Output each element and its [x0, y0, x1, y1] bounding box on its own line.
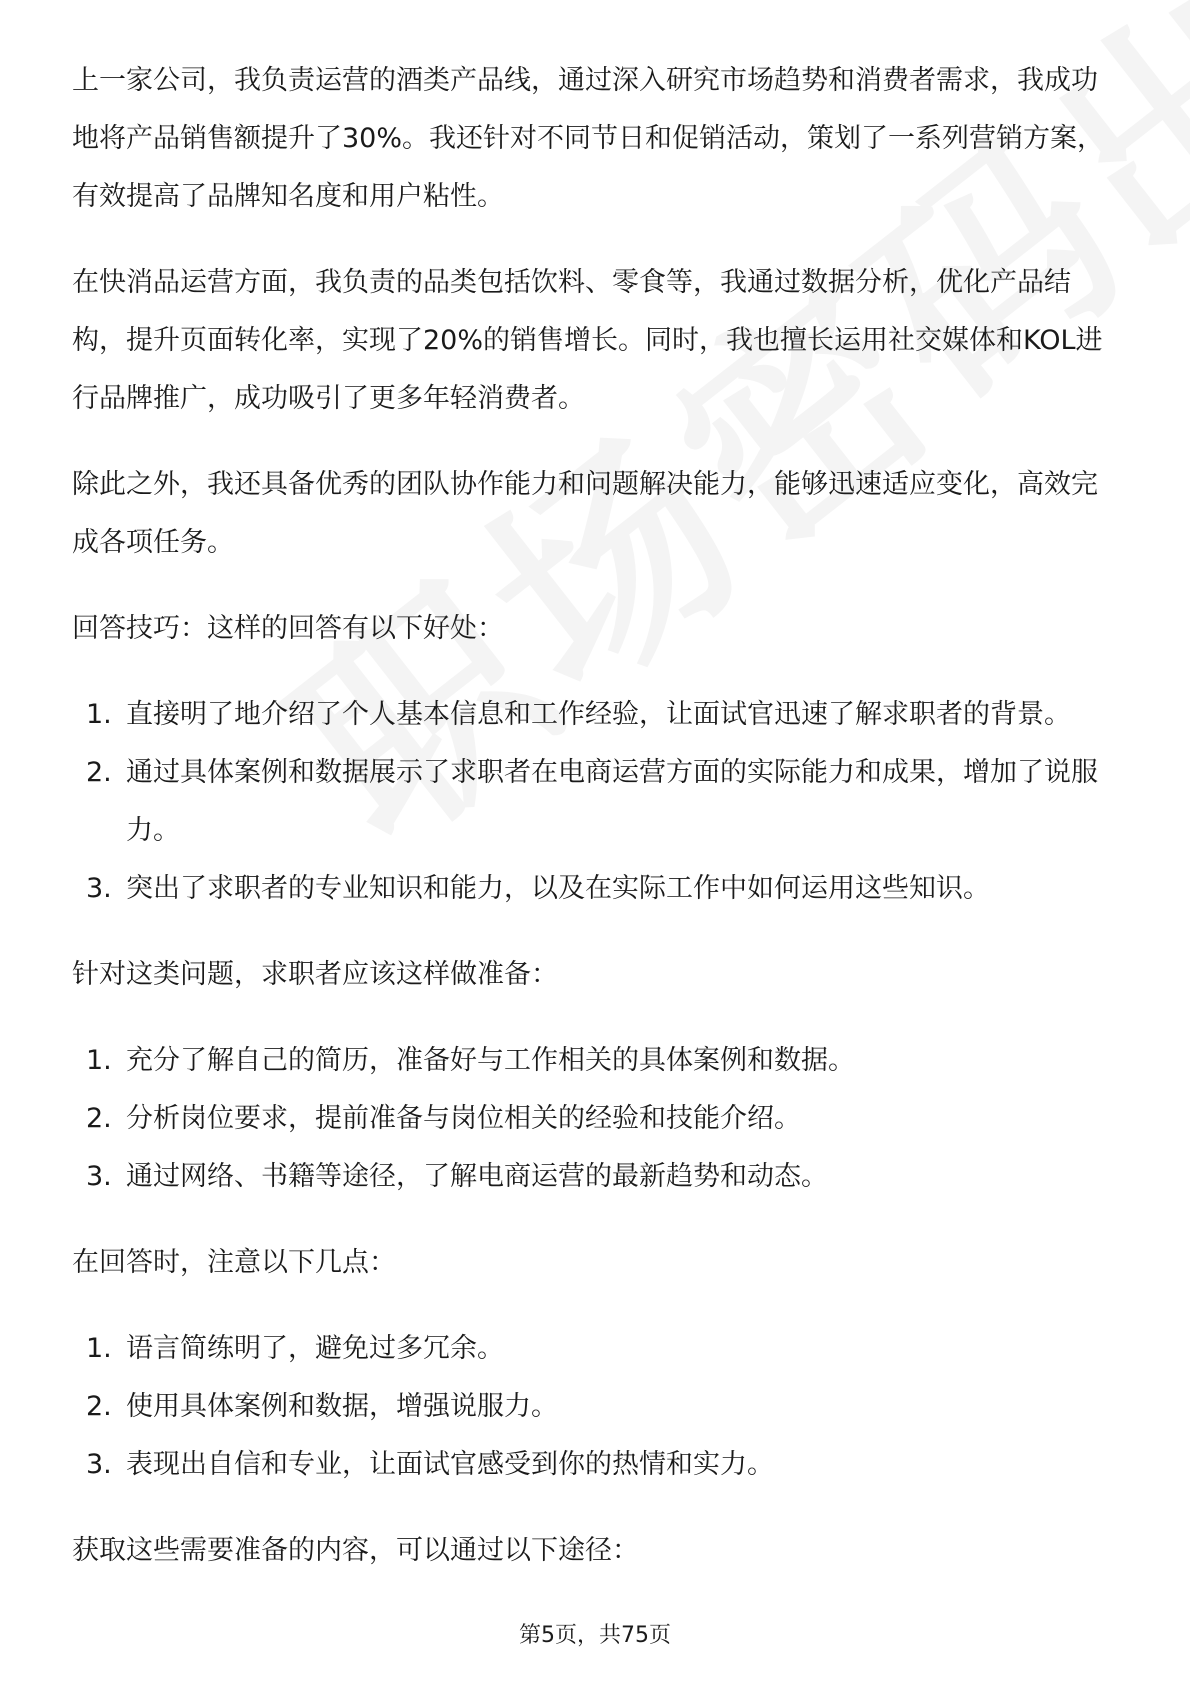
page-footer: 第5页，共75页: [519, 1623, 671, 1648]
list-item: 1. 充分了解自己的简历，准备好与工作相关的具体案例和数据。: [86, 1045, 855, 1076]
list-item: 2. 分析岗位要求，提前准备与岗位相关的经验和技能介绍。: [86, 1103, 801, 1134]
document-body: [72, 52, 1118, 1608]
list-item: 1. 直接明了地介绍了个人基本信息和工作经验，让面试官迅速了解求职者的背景。: [86, 699, 1071, 730]
prepare-list: [72, 1032, 1118, 1206]
list-item: 3. 表现出自信和专业，让面试官感受到你的热情和实力。: [86, 1449, 774, 1480]
tips-list: [72, 686, 1118, 918]
prepare-heading: 针对这类问题，求职者应该这样做准备：: [72, 959, 558, 990]
list-item: 1. 语言简练明了，避免过多冗余。: [86, 1333, 504, 1364]
notes-list: [72, 1320, 1118, 1494]
list-item: 2. 通过具体案例和数据展示了求职者在电商运营方面的实际能力和成果，增加了说服力。: [86, 757, 1098, 846]
list-item: 3. 突出了求职者的专业知识和能力，以及在实际工作中如何运用这些知识。: [86, 873, 990, 904]
closing-paragraph: 获取这些需要准备的内容，可以通过以下途径：: [72, 1535, 639, 1566]
paragraph-wine-experience: 上一家公司，我负责运营的酒类产品线，通过深入研究市场趋势和消费者需求，我成功地将产品销售额提升了30%。我还针对不同节日和促销活动，策划了一系列营销方案，有效提高了品牌知名度和用户粘性。: [72, 65, 1105, 212]
paragraph-teamwork: 除此之外，我还具备优秀的团队协作能力和问题解决能力，能够迅速适应变化，高效完成各项任务。: [72, 469, 1098, 558]
list-item: 2. 使用具体案例和数据，增强说服力。: [86, 1391, 558, 1422]
list-item: 3. 通过网络、书籍等途径，了解电商运营的最新趋势和动态。: [86, 1161, 828, 1192]
paragraph-fmcg-experience: 在快消品运营方面，我负责的品类包括饮料、零食等，我通过数据分析，优化产品结构，提升页面转化率，实现了20%的销售增长。同时，我也擅长运用社交媒体和KOL进行品牌推广，成功吸引了更多年轻消费者。: [72, 267, 1103, 414]
notes-heading: 在回答时，注意以下几点：: [72, 1247, 396, 1278]
tips-heading: 回答技巧：这样的回答有以下好处：: [72, 613, 504, 644]
